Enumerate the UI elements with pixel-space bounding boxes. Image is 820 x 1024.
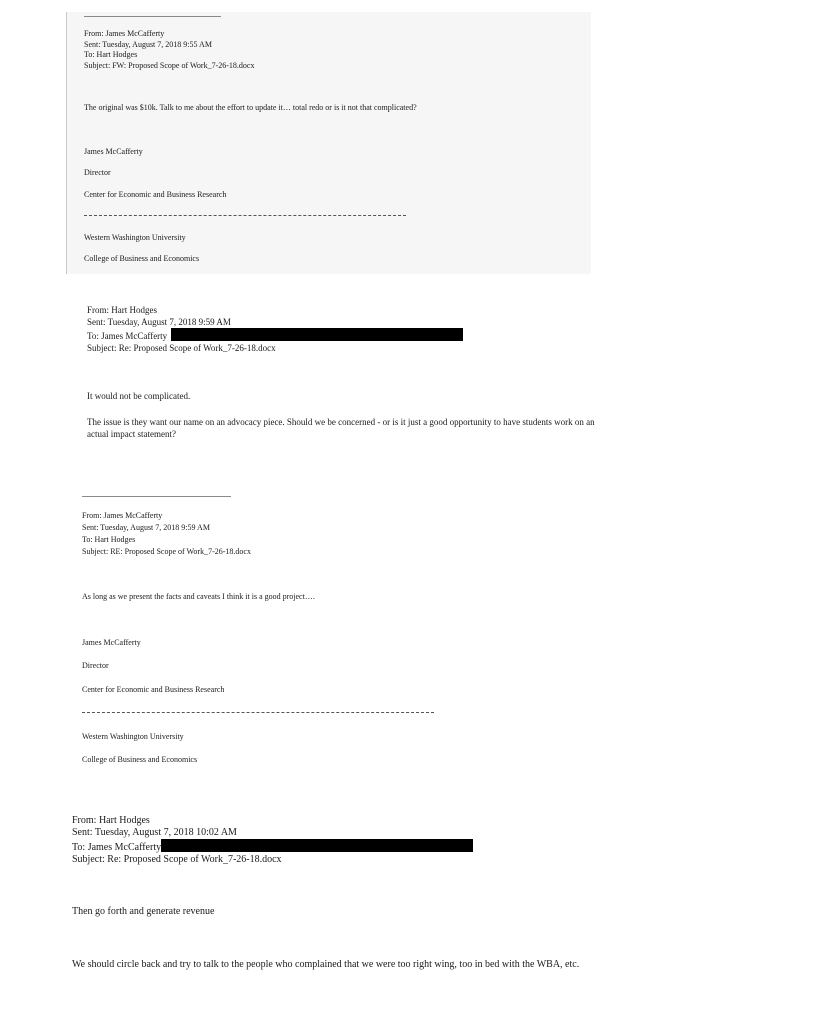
email3-sig-university: Western Washington University <box>82 732 184 741</box>
email1-to: To: Hart Hodges <box>84 50 138 59</box>
redaction-bar <box>161 839 473 852</box>
email3-body: As long as we present the facts and caveats I think it is a good project…. <box>82 592 315 601</box>
separator-rule <box>82 496 231 497</box>
email1-header <box>84 29 254 71</box>
email3-from: From: James McCafferty <box>82 511 163 520</box>
signature-divider <box>84 215 406 216</box>
email4-subject: Subject: Re: Proposed Scope of Work_7-26-18.docx <box>72 854 282 865</box>
email1-sig-college: College of Business and Economics <box>84 254 200 263</box>
email2-header <box>87 304 463 354</box>
signature-divider <box>82 712 434 713</box>
separator-rule <box>84 16 221 17</box>
email4-to: To: James McCafferty <box>72 842 162 853</box>
email2-to: To: James McCafferty <box>87 331 168 341</box>
email1-sig-name: James McCafferty <box>84 147 143 156</box>
email1-subject: Subject: FW: Proposed Scope of Work_7-26-18.docx <box>84 60 255 70</box>
email3-subject: Subject: RE: Proposed Scope of Work_7-26-18.docx <box>82 547 251 556</box>
email1-body: The original was $10k. Talk to me about the effort to update it… total redo or is it not that complicated? <box>84 103 417 112</box>
email4-from: From: Hart Hodges <box>72 815 150 826</box>
email4-header <box>72 815 473 866</box>
email2-body-line1: It would not be complicated. <box>87 391 191 401</box>
email3-sig-name: James McCafferty <box>82 638 141 647</box>
email4-body-line2: We should circle back and try to talk to the people who complained that we were too right wing, too in bed with the WBA, etc. <box>72 959 580 970</box>
email4-body-line1: Then go forth and generate revenue <box>72 906 215 917</box>
redaction-bar <box>171 328 463 341</box>
email1-sig-university: Western Washington University <box>84 233 186 242</box>
email3-to: To: Hart Hodges <box>82 535 136 544</box>
email3-sent: Sent: Tuesday, August 7, 2018 9:59 AM <box>82 523 210 532</box>
email2-body-line2: The issue is they want our name on an advocacy piece. Should we be concerned - or is it just a good opportunity to have students work on an <box>87 417 595 427</box>
email2-sent: Sent: Tuesday, August 7, 2018 9:59 AM <box>87 317 231 327</box>
email2-from: From: Hart Hodges <box>87 305 157 315</box>
email2-subject: Subject: Re: Proposed Scope of Work_7-26-18.docx <box>87 343 276 353</box>
email1-sig-center: Center for Economic and Business Research <box>84 190 227 199</box>
email3-header <box>82 510 251 558</box>
email4-sent: Sent: Tuesday, August 7, 2018 10:02 AM <box>72 827 237 838</box>
email3-sig-college: College of Business and Economics <box>82 755 198 764</box>
email1-sent: Sent: Tuesday, August 7, 2018 9:55 AM <box>84 39 212 49</box>
email1-sig-title: Director <box>84 168 111 177</box>
email2-body-line3: actual impact statement? <box>87 429 176 439</box>
email1-from: From: James McCafferty <box>84 29 165 38</box>
email3-sig-title: Director <box>82 661 109 670</box>
email3-sig-center: Center for Economic and Business Research <box>82 685 225 694</box>
